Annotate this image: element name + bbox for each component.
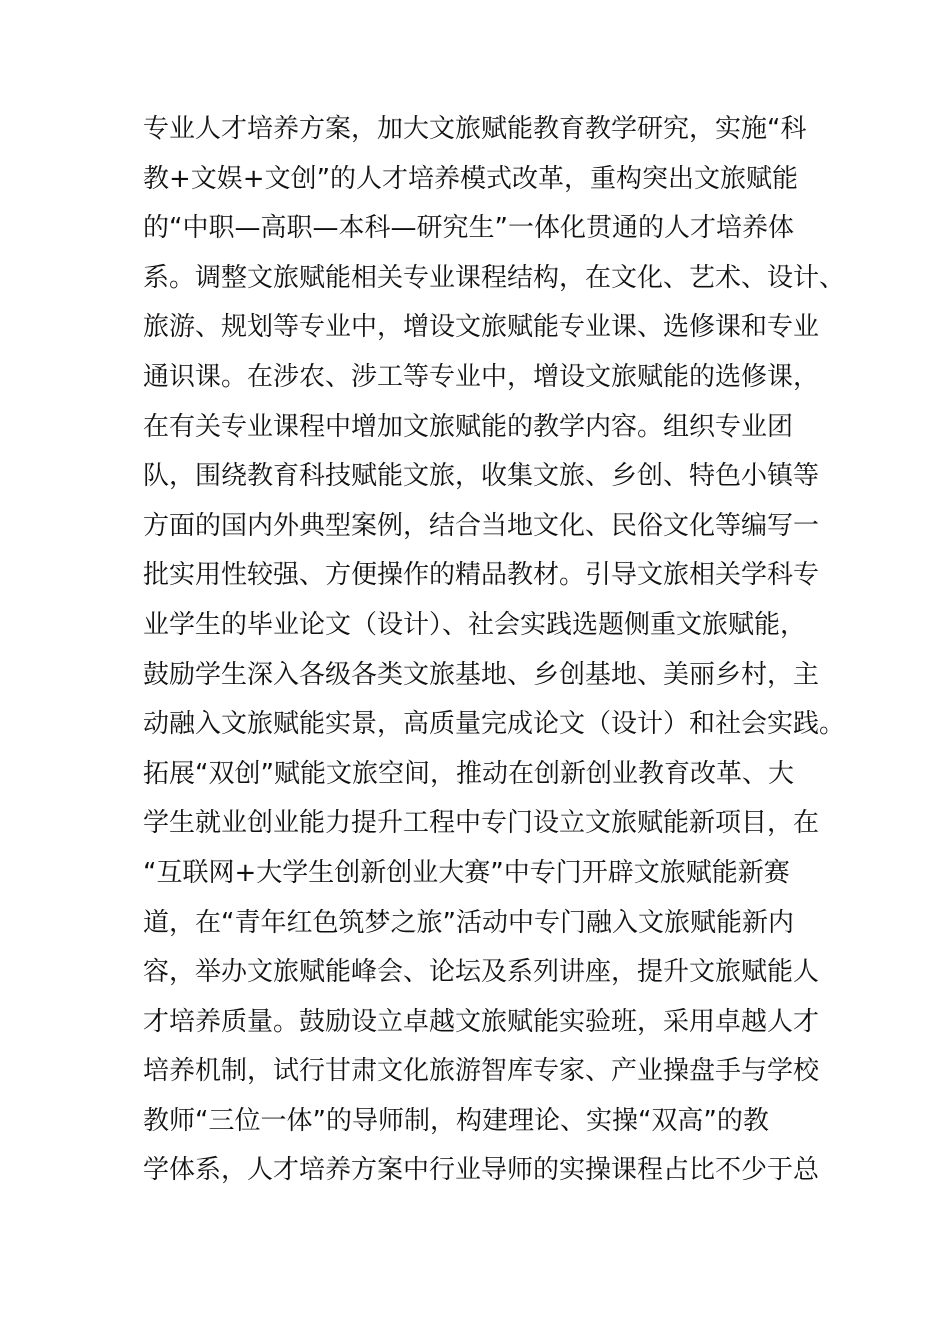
text-line: 才培养质量。鼓励设立卓越文旅赋能实验班，采用卓越人才 — [143, 1006, 820, 1037]
text-line: 队，围绕教育科技赋能文旅，收集文旅、乡创、特色小镇等 — [143, 461, 820, 492]
text-line: 教+文娱+文创”的人才培养模式改革，重构突出文旅赋能 — [143, 163, 799, 194]
text-line: “互联网+大学生创新创业大赛”中专门开辟文旅赋能新赛 — [143, 857, 790, 888]
text-line: 鼓励学生深入各级各类文旅基地、乡创基地、美丽乡村，主 — [143, 659, 820, 690]
text-line: 培养机制，试行甘肃文化旅游智库专家、产业操盘手与学校 — [143, 1056, 820, 1087]
text-line: 动融入文旅赋能实景，高质量完成论文（设计）和社会实践。 — [143, 709, 846, 740]
text-line: 专业人才培养方案，加大文旅赋能教育教学研究，实施“科 — [143, 114, 807, 144]
text-line: 系。调整文旅赋能相关专业课程结构，在文化、艺术、设计、 — [143, 262, 846, 293]
text-line: 学体系，人才培养方案中行业导师的实操课程占比不少于总 — [143, 1155, 820, 1186]
text-line: 的“中职—高职—本科—研究生”一体化贯通的人才培养体 — [143, 213, 794, 244]
text-line: 旅游、规划等专业中，增设文旅赋能专业课、选修课和专业 — [143, 312, 820, 343]
text-line: 拓展“双创”赋能文旅空间，推动在创新创业教育改革、大 — [143, 758, 794, 789]
text-line: 教师“三位一体”的导师制，构建理论、实操“双高”的教 — [143, 1105, 769, 1136]
text-line: 通识课。在涉农、涉工等专业中，增设文旅赋能的选修课， — [143, 361, 820, 392]
text-line: 学生就业创业能力提升工程中专门设立文旅赋能新项目，在 — [143, 808, 820, 839]
text-line: 方面的国内外典型案例，结合当地文化、民俗文化等编写一 — [143, 510, 820, 541]
text-line: 批实用性较强、方便操作的精品教材。引导文旅相关学科专 — [143, 560, 820, 591]
text-line: 道，在“青年红色筑梦之旅”活动中专门融入文旅赋能新内 — [143, 907, 794, 938]
text-line: 业学生的毕业论文（设计）、社会实践选题侧重文旅赋能， — [143, 609, 807, 640]
body-text — [143, 105, 846, 1196]
text-line: 容，举办文旅赋能峰会、论坛及系列讲座，提升文旅赋能人 — [143, 957, 820, 988]
text-line: 在有关专业课程中增加文旅赋能的教学内容。组织专业团 — [143, 411, 794, 442]
